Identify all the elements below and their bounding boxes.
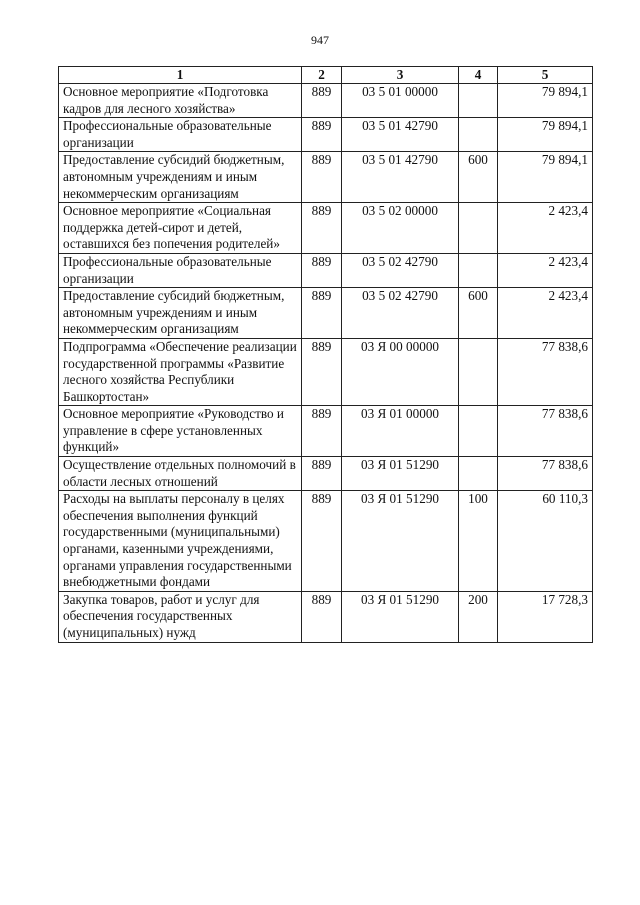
header-cell: 4 — [459, 67, 498, 84]
target-article-cell: 03 5 02 00000 — [342, 203, 459, 254]
expense-type-cell: 600 — [459, 152, 498, 203]
row-name-cell: Расходы на выплаты персоналу в целях обеспечения выполнения функций государственными (муниципальными) органами, казенными учреждениями, органами управления государственными внебюджетными фондами — [59, 491, 302, 592]
row-name-cell: Предоставление субсидий бюджетным, автономным учреждениям и иным некоммерческим организациям — [59, 152, 302, 203]
amount-cell: 79 894,1 — [498, 152, 593, 203]
header-cell: 1 — [59, 67, 302, 84]
ministry-code-cell: 889 — [302, 118, 342, 152]
row-name-cell: Закупка товаров, работ и услуг для обеспечения государственных (муниципальных) нужд — [59, 591, 302, 642]
row-name-cell: Предоставление субсидий бюджетным, автономным учреждениям и иным некоммерческим организациям — [59, 288, 302, 339]
target-article-cell: 03 Я 01 51290 — [342, 491, 459, 592]
header-cell: 3 — [342, 67, 459, 84]
table-row — [59, 253, 593, 287]
target-article-cell: 03 5 01 00000 — [342, 84, 459, 118]
ministry-code-cell: 889 — [302, 491, 342, 592]
table-header-row — [59, 67, 593, 84]
expense-type-cell — [459, 84, 498, 118]
table-row — [59, 338, 593, 405]
table-row — [59, 288, 593, 339]
table-row — [59, 406, 593, 457]
expense-type-cell — [459, 118, 498, 152]
target-article-cell: 03 Я 00 00000 — [342, 338, 459, 405]
budget-table — [58, 66, 593, 643]
expense-type-cell: 200 — [459, 591, 498, 642]
amount-cell: 77 838,6 — [498, 338, 593, 405]
row-name-cell: Профессиональные образовательные организации — [59, 118, 302, 152]
table-row — [59, 152, 593, 203]
table-row — [59, 491, 593, 592]
amount-cell: 77 838,6 — [498, 457, 593, 491]
expense-type-cell: 100 — [459, 491, 498, 592]
ministry-code-cell: 889 — [302, 152, 342, 203]
target-article-cell: 03 Я 01 51290 — [342, 457, 459, 491]
target-article-cell: 03 5 02 42790 — [342, 253, 459, 287]
row-name-cell: Основное мероприятие «Подготовка кадров для лесного хозяйства» — [59, 84, 302, 118]
ministry-code-cell: 889 — [302, 84, 342, 118]
header-cell: 5 — [498, 67, 593, 84]
amount-cell: 17 728,3 — [498, 591, 593, 642]
expense-type-cell — [459, 338, 498, 405]
amount-cell: 60 110,3 — [498, 491, 593, 592]
amount-cell: 2 423,4 — [498, 253, 593, 287]
ministry-code-cell: 889 — [302, 591, 342, 642]
table-row — [59, 84, 593, 118]
amount-cell: 2 423,4 — [498, 288, 593, 339]
row-name-cell: Основное мероприятие «Социальная поддержка детей-сирот и детей, оставшихся без попечения родителей» — [59, 203, 302, 254]
target-article-cell: 03 Я 01 00000 — [342, 406, 459, 457]
row-name-cell: Основное мероприятие «Руководство и управление в сфере установленных функций» — [59, 406, 302, 457]
row-name-cell: Подпрограмма «Обеспечение реализации государственной программы «Развитие лесного хозяйства Республики Башкортостан» — [59, 338, 302, 405]
ministry-code-cell: 889 — [302, 338, 342, 405]
table-row — [59, 203, 593, 254]
ministry-code-cell: 889 — [302, 203, 342, 254]
amount-cell: 77 838,6 — [498, 406, 593, 457]
expense-type-cell — [459, 253, 498, 287]
amount-cell: 79 894,1 — [498, 84, 593, 118]
ministry-code-cell: 889 — [302, 253, 342, 287]
ministry-code-cell: 889 — [302, 406, 342, 457]
target-article-cell: 03 5 01 42790 — [342, 152, 459, 203]
row-name-cell: Осуществление отдельных полномочий в области лесных отношений — [59, 457, 302, 491]
ministry-code-cell: 889 — [302, 457, 342, 491]
expense-type-cell — [459, 406, 498, 457]
expense-type-cell — [459, 203, 498, 254]
ministry-code-cell: 889 — [302, 288, 342, 339]
target-article-cell: 03 5 01 42790 — [342, 118, 459, 152]
table-row — [59, 118, 593, 152]
expense-type-cell — [459, 457, 498, 491]
header-cell: 2 — [302, 67, 342, 84]
amount-cell: 79 894,1 — [498, 118, 593, 152]
row-name-cell: Профессиональные образовательные организации — [59, 253, 302, 287]
page-number: 947 — [311, 33, 329, 47]
target-article-cell: 03 5 02 42790 — [342, 288, 459, 339]
expense-type-cell: 600 — [459, 288, 498, 339]
table-row — [59, 457, 593, 491]
target-article-cell: 03 Я 01 51290 — [342, 591, 459, 642]
amount-cell: 2 423,4 — [498, 203, 593, 254]
table-row — [59, 591, 593, 642]
